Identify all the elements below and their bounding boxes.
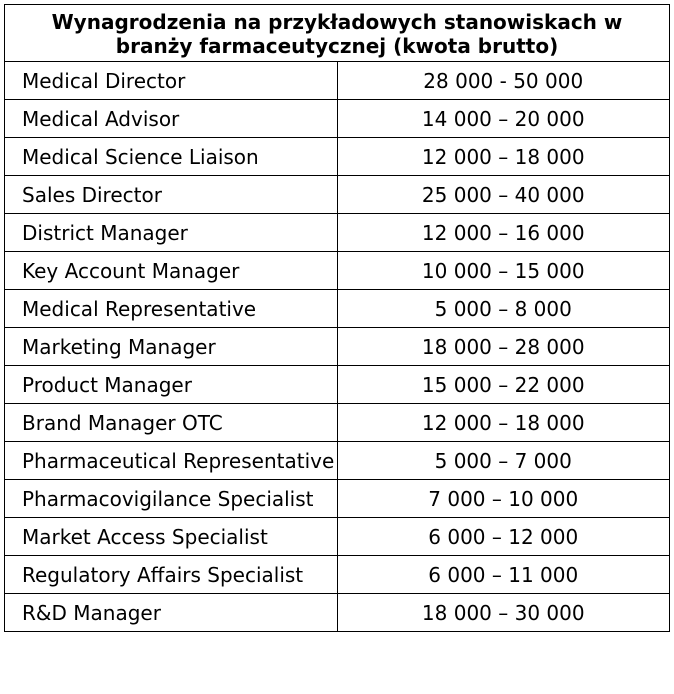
table-row — [5, 442, 670, 480]
salary-cell: 10 000 – 15 000 — [337, 252, 670, 290]
salary-cell: 6 000 – 11 000 — [337, 556, 670, 594]
salary-cell: 14 000 – 20 000 — [337, 100, 670, 138]
position-cell: Key Account Manager — [5, 252, 338, 290]
table-row — [5, 594, 670, 632]
table-row — [5, 518, 670, 556]
position-cell: Sales Director — [5, 176, 338, 214]
salary-cell: 6 000 – 12 000 — [337, 518, 670, 556]
table-row — [5, 328, 670, 366]
position-cell: Market Access Specialist — [5, 518, 338, 556]
position-cell: Product Manager — [5, 366, 338, 404]
salary-cell: 5 000 – 8 000 — [337, 290, 670, 328]
table-row — [5, 556, 670, 594]
table-row — [5, 480, 670, 518]
position-cell: Medical Representative — [5, 290, 338, 328]
table-title: Wynagrodzenia na przykładowych stanowiskach w branży farmaceutycznej (kwota brutto) — [5, 5, 670, 62]
salary-cell: 12 000 – 18 000 — [337, 138, 670, 176]
salary-table — [4, 4, 670, 632]
table-row — [5, 366, 670, 404]
salary-cell: 5 000 – 7 000 — [337, 442, 670, 480]
position-cell: Marketing Manager — [5, 328, 338, 366]
salary-cell: 18 000 – 30 000 — [337, 594, 670, 632]
table-row — [5, 404, 670, 442]
salary-cell: 18 000 – 28 000 — [337, 328, 670, 366]
salary-cell: 12 000 – 18 000 — [337, 404, 670, 442]
position-cell: Regulatory Affairs Specialist — [5, 556, 338, 594]
table-header-row — [5, 5, 670, 62]
table-row — [5, 252, 670, 290]
table-row — [5, 214, 670, 252]
position-cell: Pharmacovigilance Specialist — [5, 480, 338, 518]
salary-cell: 28 000 - 50 000 — [337, 62, 670, 100]
position-cell: Medical Advisor — [5, 100, 338, 138]
table-row — [5, 290, 670, 328]
table-row — [5, 100, 670, 138]
position-cell: Medical Director — [5, 62, 338, 100]
position-cell: Pharmaceutical Representative — [5, 442, 338, 480]
table-row — [5, 62, 670, 100]
position-cell: District Manager — [5, 214, 338, 252]
salary-cell: 15 000 – 22 000 — [337, 366, 670, 404]
salary-cell: 7 000 – 10 000 — [337, 480, 670, 518]
table-row — [5, 176, 670, 214]
position-cell: R&D Manager — [5, 594, 338, 632]
salary-cell: 25 000 – 40 000 — [337, 176, 670, 214]
position-cell: Brand Manager OTC — [5, 404, 338, 442]
position-cell: Medical Science Liaison — [5, 138, 338, 176]
table-row — [5, 138, 670, 176]
salary-cell: 12 000 – 16 000 — [337, 214, 670, 252]
